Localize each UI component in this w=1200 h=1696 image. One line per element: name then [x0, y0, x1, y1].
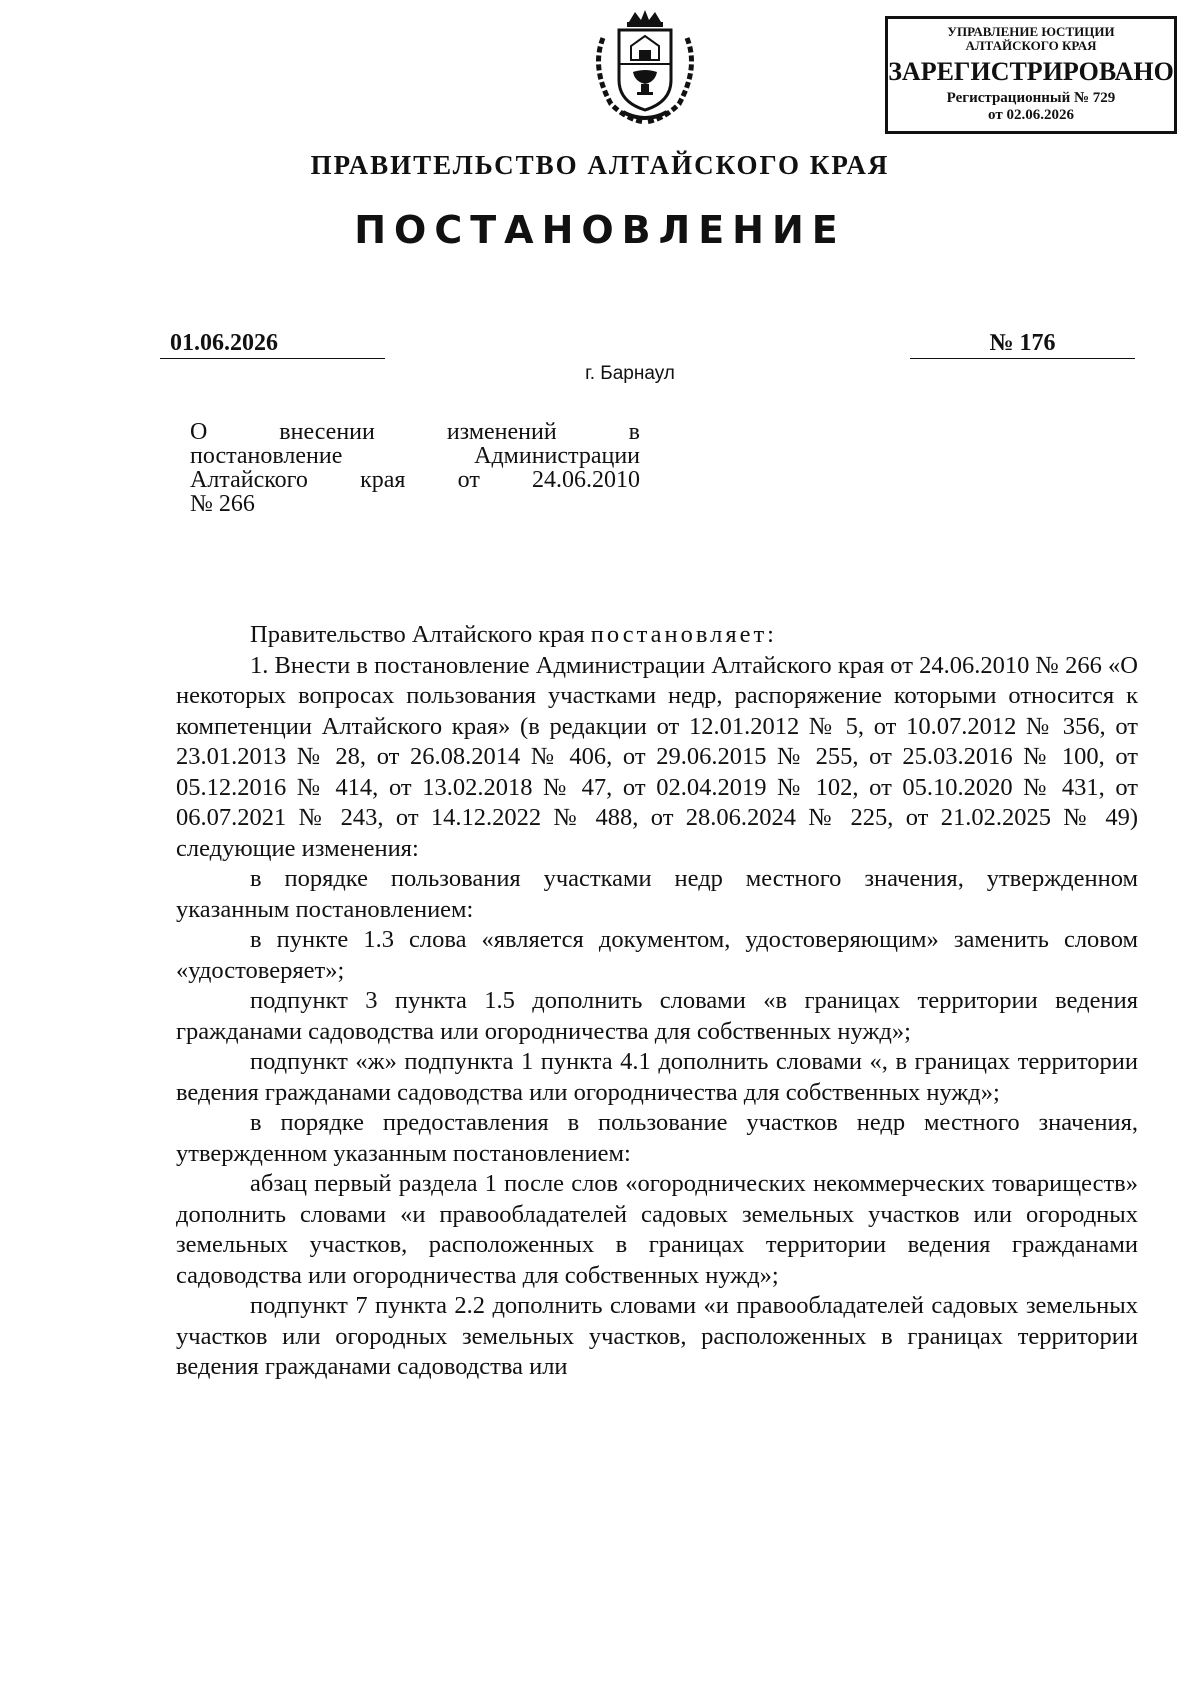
document-type-title: ПОСТАНОВЛЕНИЕ — [354, 208, 846, 252]
intro-paragraph — [176, 620, 1138, 651]
stamp-authority-line2: АЛТАЙСКОГО КРАЯ — [965, 38, 1097, 53]
document-body — [176, 620, 1138, 1383]
document-subject — [190, 420, 640, 516]
subject-line: О внесении изменений в — [190, 419, 640, 445]
stamp-reg-number: Регистрационный № 729 — [946, 90, 1116, 106]
document-number: № 176 — [910, 330, 1135, 359]
body-paragraph: в порядке пользования участками недр местного значения, утвержденном указанным постановлением: — [176, 865, 1138, 923]
intro-resolves: постановляет: — [590, 621, 777, 648]
body-paragraph: в пункте 1.3 слова «является документом, удостоверяющим» заменить словом «удостоверяет»; — [176, 926, 1138, 984]
stamp-authority-line1: УПРАВЛЕНИЕ ЮСТИЦИИ — [947, 24, 1115, 39]
subject-line: № 266 — [190, 491, 255, 517]
subject-line: постановление Администрации — [190, 443, 640, 469]
body-paragraph: подпункт «ж» подпункта 1 пункта 4.1 дополнить словами «, в границах территории ведения гражданами садоводства или огородничества для собственных нужд»; — [176, 1048, 1138, 1106]
stamp-reg-date: от 02.06.2026 — [988, 107, 1074, 123]
document-date: 01.06.2026 — [160, 330, 385, 359]
body-paragraph: подпункт 3 пункта 1.5 дополнить словами «в границах территории ведения гражданами садоводства или огородничества для собственных нужд»; — [176, 987, 1138, 1045]
document-city: г. Барнаул — [585, 363, 675, 384]
subject-line: Алтайского края от 24.06.2010 — [190, 467, 640, 493]
government-name: ПРАВИТЕЛЬСТВО АЛТАЙСКОГО КРАЯ — [310, 150, 890, 180]
registration-stamp — [885, 16, 1177, 134]
body-paragraph: абзац первый раздела 1 после слов «огороднических некоммерческих товариществ» дополнить словами «и правообладателей садовых земельных участков или огородных земельных участков, расположенных в границах территории ведения гражданами садоводства или огородничества для собственных нужд»; — [176, 1170, 1138, 1289]
stamp-status: ЗАРЕГИСТРИРОВАНО — [888, 57, 1174, 86]
coat-of-arms-emblem — [583, 8, 707, 126]
intro-text: Правительство Алтайского края — [250, 621, 591, 648]
body-paragraph: в порядке предоставления в пользование участков недр местного значения, утвержденном указанным постановлением: — [176, 1109, 1138, 1167]
body-paragraph: 1. Внести в постановление Администрации Алтайского края от 24.06.2010 № 266 «О некоторых вопросах пользования участками недр, распоряжение которыми относится к компетенции Алтайского края» (в редакции от 12.01.2012 № 5, от 10.07.2012 № 356, от 23.01.2013 № 28, от 26.08.2014 № 406, от 29.06.2015 № 255, от 25.03.2016 № 100, от 05.12.2016 № 414, от 13.02.2018 № 47, от 02.04.2019 № 102, от 05.10.2020 № 431, от 06.07.2021 № 243, от 14.12.2022 № 488, от 28.06.2024 № 225, от 21.02.2025 № 49) следующие изменения: — [176, 651, 1138, 862]
body-paragraph: подпункт 7 пункта 2.2 дополнить словами «и правообладателей садовых земельных участков или огородных земельных участков, расположенных в границах территории ведения гражданами садоводства или — [176, 1292, 1138, 1380]
